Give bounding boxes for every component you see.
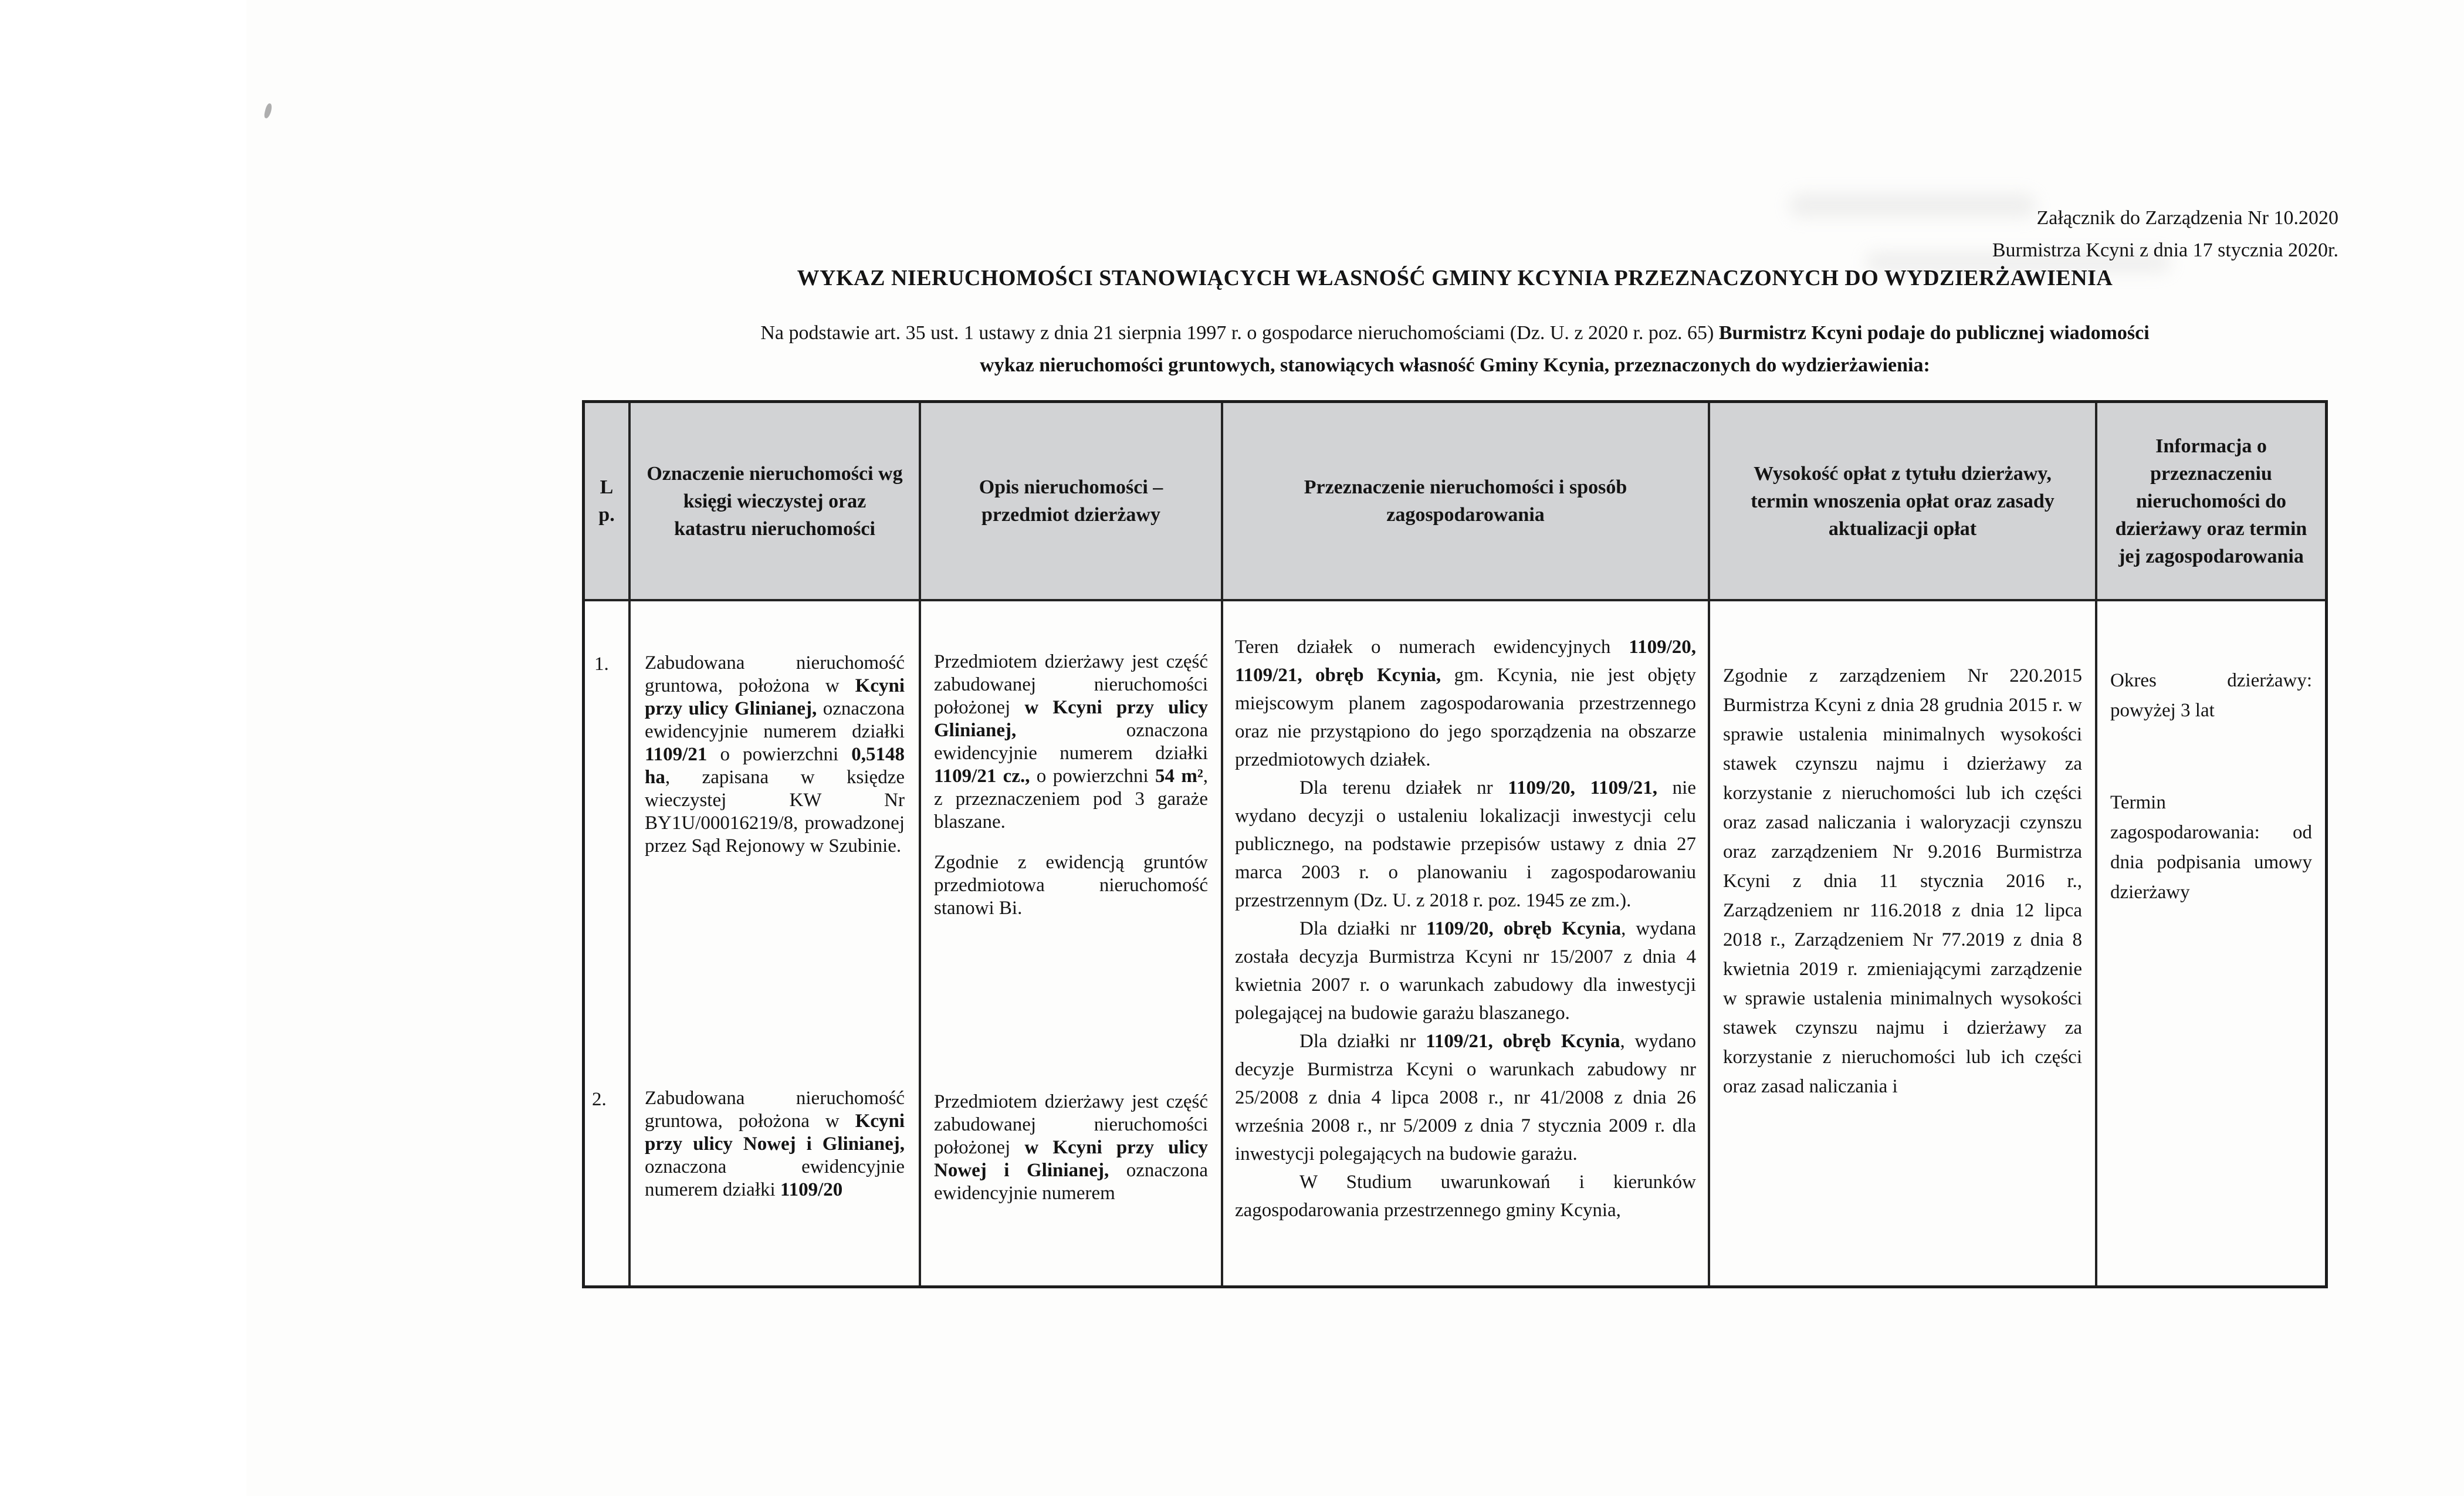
przeznaczenie-p4: Dla działki nr 1109/21, obręb Kcynia, wydano decyzje Burmistrza Kcyni o warunkach zabudowy nr 25/2008 z dnia 4 lipca 2008 r., nr 41/2008 z dnia 26 września 2008 r., nr 5/2009 z dnia 7 stycznia 2009 r. dla inwestycji polegających na budowie garażu.	[1235, 1031, 1697, 1165]
przeznaczenie-p2: Dla terenu działek nr 1109/20, 1109/21, nie wydano decyzji o ustaleniu lokalizacji inwestycji celu publicznego, na podstawie przepisów ustawy z dnia 27 marca 2003 r. o planowaniu i zagospodarowaniu przestrzennym (Dz. U. z 2018 r. poz. 1945 ze zm.).	[1235, 777, 1696, 911]
cell-przeznaczenie	[1223, 601, 1710, 1285]
intro-announcement-bold: Burmistrz Kcyni podaje do publicznej wiadomości	[1718, 322, 2150, 344]
entry-1-number: 1.	[594, 654, 609, 675]
entry-2-number: 2.	[592, 1089, 607, 1110]
col-header-wysokosc-oplat: Wysokość opłat z tytułu dzierżawy, termin wnoszenia opłat oraz zasady aktualizacji opłat	[1710, 403, 2097, 601]
entry-1-oznaczenie: Zabudowana nieruchomość gruntowa, położona w Kcyni przy ulicy Glinianej, oznaczona ewidencyjnie numerem działki 1109/21 o powierzchni 0,5148 ha, zapisana w księdze wieczystej KW Nr BY1U/00016219/8, prowadzonej przez Sąd Rejonowy w Szubinie.	[645, 652, 905, 857]
cell-wysokosc-oplat	[1710, 601, 2097, 1285]
przeznaczenie-p3: Dla działki nr 1109/20, obręb Kcynia, wydana została decyzja Burmistrza Kcyni nr 15/2007 z dnia 4 kwietnia 2007 r. o warunkach zabudowy dla inwestycji polegającej na budowie garażu blaszanego.	[1235, 918, 1696, 1024]
page-title: WYKAZ NIERUCHOMOŚCI STANOWIĄCYCH WŁASNOŚĆ GMINY KCYNIA PRZEZNACZONYCH DO WYDZIERŻAWIENIA	[797, 266, 2113, 290]
attachment-reference	[1634, 202, 2338, 266]
cell-ordinal-numbers	[585, 601, 631, 1285]
col-header-przeznaczenie: Przeznaczenie nieruchomości i sposób zagospodarowania	[1223, 403, 1710, 601]
intro-basis-text: Na podstawie art. 35 ust. 1 ustawy z dnia 21 sierpnia 1997 r. o gospodarce nieruchomościami (Dz. U. z 2020 r. poz. 65)	[760, 322, 1719, 344]
termin-zagospodarowania-text: Termin zagospodarowania: od dnia podpisania umowy dzierżawy	[2110, 792, 2312, 903]
entry-1-opis: Przedmiotem dzierżawy jest część zabudowanej nieruchomości położonej w Kcyni przy ulicy Glinianej, oznaczona ewidencyjnie numerem działki 1109/21 cz., o powierzchni 54 m², z przeznaczeniem pod 3 garaże blaszane.	[934, 651, 1208, 832]
properties-table	[582, 400, 2328, 1288]
cell-oznaczenie	[631, 601, 921, 1285]
intro-paragraph	[551, 317, 2358, 381]
entry-2-opis: Przedmiotem dzierżawy jest część zabudowanej nieruchomości położonej w Kcyni przy ulicy Nowej i Glinianej, oznaczona ewidencyjnie numerem	[934, 1091, 1208, 1204]
cell-opis	[921, 601, 1223, 1285]
col-header-informacja: Informacja o przeznaczeniu nieruchomości do dzierżawy oraz termin jej zagospodarowania	[2097, 403, 2325, 601]
wysokosc-oplat-text: Zgodnie z zarządzeniem Nr 220.2015 Burmistrza Kcyni z dnia 28 grudnia 2015 r. w sprawie ustalenia minimalnych wysokości stawek czynszu najmu i dzierżawy za korzystanie z nieruchomości lub ich części oraz zasad naliczania i waloryzacji czynszu oraz zarządzeniem Nr 9.2016 Burmistrza Kcyni z dnia 11 stycznia 2016 r., Zarządzeniem nr 116.2018 z dnia 12 lipca 2018 r., Zarządzeniem Nr 77.2019 z dnia 8 kwietnia 2019 r. zmieniającymi zarządzenie w sprawie ustalenia minimalnych wysokości stawek czynszu najmu i dzierżawy za korzystanie z nieruchomości lub ich części oraz zasad naliczania i	[1723, 665, 2082, 1097]
cell-informacja	[2097, 601, 2325, 1285]
col-header-oznaczenie: Oznaczenie nieruchomości wg księgi wieczystej oraz katastru nieruchomości	[631, 403, 921, 601]
entry-1-opis-ewidencja: Zgodnie z ewidencją gruntów przedmiotowa nieruchomość stanowi Bi.	[934, 852, 1208, 919]
attachment-line-1: Załącznik do Zarządzenia Nr 10.2020	[2036, 207, 2338, 229]
col-header-lp: L p.	[585, 403, 631, 601]
entry-2-oznaczenie: Zabudowana nieruchomość gruntowa, położona w Kcyni przy ulicy Nowej i Glinianej, oznaczona ewidencyjnie numerem działki 1109/20	[645, 1088, 905, 1200]
przeznaczenie-p1: Teren działek o numerach ewidencyjnych 1109/20, 1109/21, obręb Kcynia, gm. Kcynia, nie jest objęty miejscowym planem zagospodarowania przestrzennego oraz nie przystąpiono do jego sporządzenia na obszarze przedmiotowych działek.	[1235, 637, 1696, 770]
przeznaczenie-p5: W Studium uwarunkowań i kierunków zagospodarowania przestrzennego gminy Kcynia,	[1235, 1172, 1696, 1221]
okres-dzierzawy-text: Okres dzierżawy: powyżej 3 lat	[2110, 670, 2312, 721]
intro-subject-bold: wykaz nieruchomości gruntowych, stanowiących własność Gminy Kcynia, przeznaczonych do wydzierżawienia:	[980, 354, 1930, 376]
attachment-line-2: Burmistrza Kcyni z dnia 17 stycznia 2020r.	[1992, 239, 2338, 261]
col-header-opis: Opis nieruchomości – przedmiot dzierżawy	[921, 403, 1223, 601]
